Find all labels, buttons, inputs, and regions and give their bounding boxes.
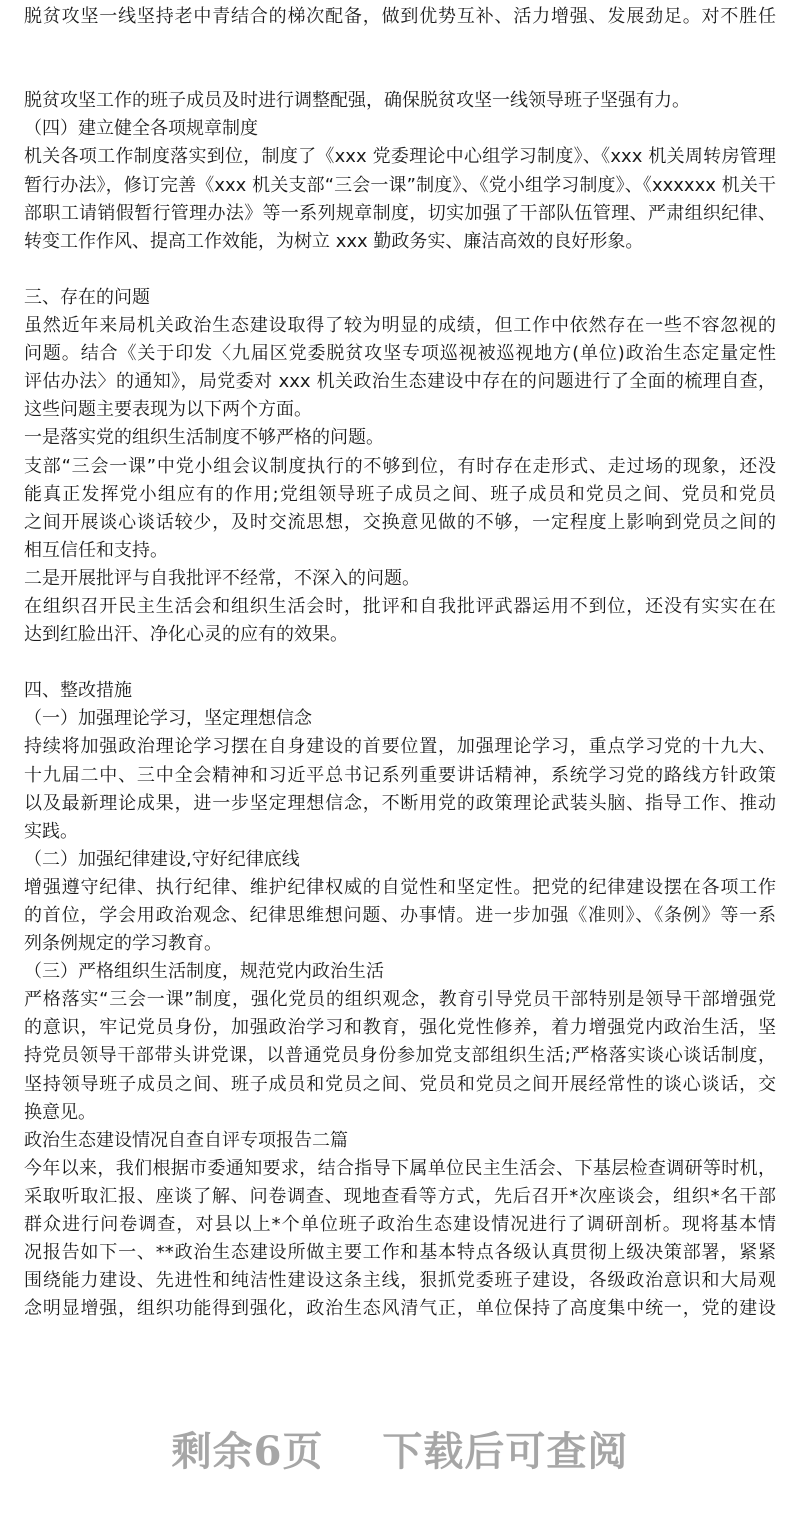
- text-line: 问题。结合《关于印发〈九届区党委脱贫攻坚专项巡视被巡视地方(单位)政治生态定量定性: [24, 343, 776, 365]
- text-line: 严格落实“三会一课”制度，强化党员的组织观念，教育引导党员干部特别是领导干部增强党: [24, 989, 776, 1011]
- download-to-view-label: 下载后可查阅: [382, 1428, 629, 1475]
- text-line: 能真正发挥党小组应有的作用;党组领导班子成员之间、班子成员和党员之间、党员和党员: [24, 483, 776, 505]
- text-line: 政治生态建设情况自查自评专项报告二篇: [24, 1129, 348, 1151]
- text-line: 机关各项工作制度落实到位，制度了《xxx 党委理论中心组学习制度》、《xxx 机关周转房管理: [24, 146, 776, 168]
- text-line: 念明显增强，组织功能得到强化，政治生态风清气正，单位保持了高度集中统一，党的建设: [24, 1298, 776, 1320]
- blank-line: [24, 59, 776, 87]
- text-line: 采取听取汇报、座谈了解、问卷调查、现地查看等方式，先后召开*次座谈会，组织*名干部: [24, 1185, 776, 1207]
- text-line: 二是开展批评与自我批评不经常，不深入的问题。: [24, 567, 420, 589]
- text-line: 围绕能力建设、先进性和纯洁性建设这条主线，狠抓党委班子建设，各级政治意识和大局观: [24, 1270, 776, 1292]
- text-line: 这些问题主要表现为以下两个方面。: [24, 399, 312, 421]
- text-line: 的首位，学会用政治观念、纪律思维想问题、办事情。进一步加强《准则》、《条例》等一系: [24, 905, 776, 926]
- text-line: 在组织召开民主生活会和组织生活会时，批评和自我批评武器运用不到位，还没有实实在在: [24, 595, 776, 617]
- text-line: 实践。: [24, 820, 78, 842]
- text-line: 转变工作作风、提高工作效能，为树立 xxx 勤政务实、廉洁高效的良好形象。: [24, 230, 644, 252]
- download-prompt: [0, 1420, 800, 1477]
- text-line: （一）加强理论学习，坚定理想信念: [24, 708, 312, 730]
- text-line: 虽然近年来局机关政治生态建设取得了较为明显的成绩，但工作中依然存在一些不容忽视的: [24, 315, 776, 337]
- text-line: 的意识，牢记党员身份，加强政治学习和教育，强化党性修养，着力增强党内政治生活，坚: [24, 1017, 776, 1039]
- text-line: 今年以来，我们根据市委通知要求，结合指导下属单位民主生活会、下基层检查调研等时机，: [24, 1157, 776, 1179]
- text-line: 一是落实党的组织生活制度不够严格的问题。: [24, 427, 384, 449]
- text-line: 达到红脸出汗、净化心灵的应有的效果。: [24, 624, 348, 646]
- text-line: （三）严格组织生活制度，规范党内政治生活: [24, 961, 384, 983]
- text-line: 之间开展谈心谈话较少，及时交流思想，交换意见做的不够，一定程度上影响到党员之间的: [24, 511, 776, 533]
- text-line: 部职工请销假暂行管理办法》等一系列规章制度，切实加强了干部队伍管理、严肃组织纪律、: [24, 202, 776, 224]
- text-line: 三、存在的问题: [24, 286, 150, 308]
- text-line: 列条例规定的学习教育。: [24, 933, 222, 955]
- text-line: 群众进行问卷调查，对县以上*个单位班子政治生态建设情况进行了调研剖析。现将基本情: [24, 1214, 776, 1236]
- text-line: 相互信任和支持。: [24, 539, 168, 561]
- text-line: 换意见。: [24, 1101, 96, 1123]
- text-line: 况报告如下一、**政治生态建设所做主要工作和基本特点各级认真贯彻上级决策部署，紧紧: [24, 1242, 776, 1264]
- text-line: （四）建立健全各项规章制度: [24, 118, 258, 140]
- text-line: 坚持领导班子成员之间、班子成员和党员之间、党员和党员之间开展经常性的谈心谈话，交: [24, 1073, 776, 1095]
- remaining-pages-label: 剩余6页: [171, 1428, 324, 1475]
- blank-line: [24, 649, 776, 677]
- text-line: 脱贫攻坚一线坚持老中青结合的梯次配备，做到优势互补、活力增强、发展劲足。对不胜任: [24, 6, 776, 27]
- text-line: （二）加强纪律建设,守好纪律底线: [24, 848, 300, 870]
- text-line: 四、整改措施: [24, 680, 132, 702]
- text-line: 十九届二中、三中全会精神和习近平总书记系列重要讲话精神，系统学习党的路线方针政策: [24, 764, 776, 786]
- text-line: 增强遵守纪律、执行纪律、维护纪律权威的自觉性和坚定性。把党的纪律建设摆在各项工作: [24, 876, 776, 898]
- text-line: 暂行办法》，修订完善《xxx 机关支部“三会一课”制度》、《党小组学习制度》、《xxxxxx 机关干: [24, 174, 776, 196]
- text-line: 评估办法〉的通知》，局党委对 xxx 机关政治生态建设中存在的问题进行了全面的梳理自查，: [24, 371, 776, 393]
- blank-line: [24, 256, 776, 284]
- blank-line: [24, 31, 776, 59]
- text-line: 以及最新理论成果，进一步坚定理想信念，不断用党的政策理论武装头脑、指导工作、推动: [24, 792, 776, 814]
- text-line: 支部“三会一课”中党小组会议制度执行的不够到位，有时存在走形式、走过场的现象，还没: [24, 455, 776, 477]
- document-body: [24, 3, 776, 1323]
- text-line: 脱贫攻坚工作的班子成员及时进行调整配强，确保脱贫攻坚一线领导班子坚强有力。: [24, 90, 690, 112]
- text-line: 持续将加强政治理论学习摆在自身建设的首要位置，加强理论学习，重点学习党的十九大、: [24, 736, 776, 758]
- text-line: 持党员领导干部带头讲党课，以普通党员身份参加党支部组织生活;严格落实谈心谈话制度，: [24, 1045, 776, 1067]
